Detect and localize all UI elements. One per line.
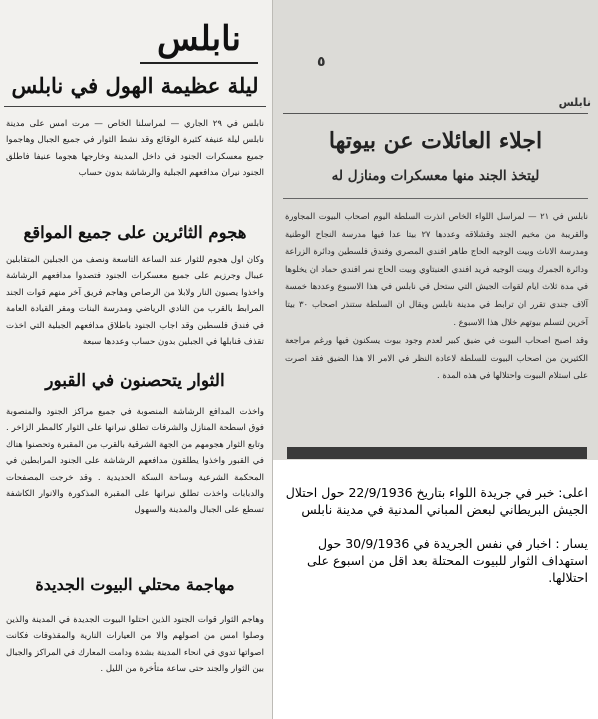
caption-note-top: اعلى: خبر في جريدة اللواء بتاريخ 22/9/1936 حول احتلال الجيش البريطاني لبعض المباني المدنية في مدينة نابلس xyxy=(285,485,588,517)
image-caption xyxy=(280,484,588,603)
subhead-graves: الثوار يتحصنون في القبور xyxy=(45,371,225,391)
right-paragraph-1: نابلس في ٢١ — لمراسل اللواء الخاص انذرت السلطة اليوم اصحاب البيوت المجاورة والقريبة من مخيم الجند وقشلاقه وعددها ٢٧ بيتا عدا فيها مدرسة النجاح الوطنية ومدرسة الاناث وبيت الوجيه الحاج طاهر افندي المصري وفندق فلسطين ودائرة الزراعة ودائرة الجمرك وبيت الوجيه فريد افندي العنبتاوي وبيت الحاج نمر افندي حماد ان يخلوها في مدة ثلاث ايام لقوات الجيش التي ستحل في نابلس في هذا الاسبوع وعددها خمسة آلاف جندي تقرر ان ترابط في مدينة نابلس ويقال ان السلطة ستنذر اصحاب ٣٠ بيتا آخرين لتسلم بيوتهم خلال هذا الاسبوع . xyxy=(285,211,588,327)
subhead-attack: هجوم الثائرين على جميع المواقع xyxy=(23,223,247,242)
right-subhead: ليتخذ الجند منها معسكرات ومنازل له xyxy=(331,168,540,184)
right-article-body xyxy=(285,208,588,386)
subhead-new-houses: مهاجمة محتلي البيوت الجديدة xyxy=(35,575,235,594)
article-paragraph-1: نابلس في ٢٩ الجاري — لمراسلنا الخاص — مرت امس على مدينة نابلس ليلة عنيفة كثيرة الوقائع وقد نشط الثوار في جميع الجبال وهاجموا جميع معسكرات الجنود في داخل المدينة وخارجها هجوما عنيفا فاطلق الجنود نيران مدافعهم الجبلية والرشاشة بدون حساب xyxy=(6,119,264,179)
article-paragraph-3: واخذت المدافع الرشاشة المنصوبة في جميع مراكز الجنود والمنصوبة فوق اسطحة المنازل والشرفات تطلق نيرانها على الثوار كالمطر الزاخر . وتابع الثوار هجومهم من الجهة الشرقية بالقرب من المقبرة وتحصنوا هناك في القبور واخذوا يطلقون مدافعهم الرشاشة على الجنود المرابطين في المحكمة الشرعية وساحة السكة الحديدية . وقد خرجت المصفحات والدبابات واخذت تطلق نيرانها على المقبرة المذكورة والانوار الكاشفة تسطع على الجبال والمدينة والسهول xyxy=(6,407,264,516)
right-headline: اجلاء العائلات عن بيوتها xyxy=(328,128,543,154)
section-tag: نابلس xyxy=(558,96,591,109)
right-paragraph-2: وقد اصبح اصحاب البيوت في ضيق كبير لعدم وجود بيوت يسكنون فيها ورغم مراجعة الكثيرين من اصحاب البيوت للسلطة لاعادة النظر في الامر الا هذا الضيق فقد اصرت على استلام البيوت واحتلالها في هذه المدة . xyxy=(285,335,588,381)
masthead-underline xyxy=(140,62,258,64)
page-number: ٥ xyxy=(317,54,326,70)
article-paragraph-4: وهاجم الثوار قوات الجنود الذين احتلوا البيوت الجديدة في المدينة والذين وصلوا امس من اصولهم والا من العيارات النارية والمقذوفات فكانت اصواتها تدوي في انحاء المدينة بشدة ودامت المعارك في المراكز والجبال بين الثوار والجند حتى ساعة متأخرة من الليل . xyxy=(6,615,264,675)
masthead-title: نابلس xyxy=(157,19,241,59)
caption-note-left: يسار : اخبار في نفس الجريدة في 30/9/1936 حول استهداف الثوار للبيوت المحتلة بعد اقل من اسبوع على احتلالها. xyxy=(306,536,588,585)
section-rule xyxy=(283,113,588,114)
cut-off-next-headline xyxy=(287,447,587,459)
left-newspaper-clipping xyxy=(0,0,273,719)
right-newspaper-clipping xyxy=(273,0,598,460)
article-paragraph-2: وكان اول هجوم للثوار عند الساعة التاسعة ونصف من الجبلين المتقابلين عيبال وجرزيم على جميع معسكرات الجنود فتصدوا مدافعهم الرشاشة واخذوا يصبون النار ولابلا من الرصاص وهاجم فريق آخر منهم قوات الجند المرابط بالقرب من النادي الرياضي ومدرسة البنات ومقر القيادة العامة في فندق فلسطين وقد اجاب الجنود باطلاق مدافعهم الجبلية التي اخذت تقذف قنابلها في الجبلين بدون حساب وعددها سبعة xyxy=(6,255,264,348)
headline-rule xyxy=(283,198,588,199)
main-headline: ليلة عظيمة الهول في نابلس xyxy=(4,66,266,107)
